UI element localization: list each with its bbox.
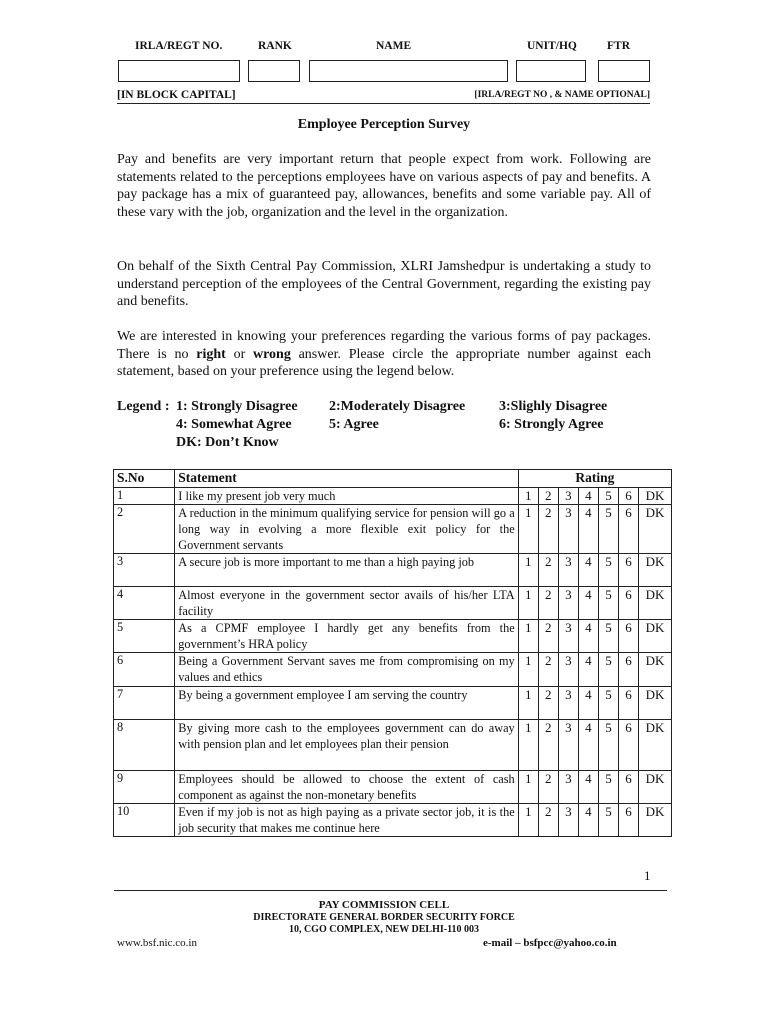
p3-text-a: We are interested in knowing your preferences regarding the various forms of pay packages. There is no (117, 329, 651, 362)
table-row (114, 554, 672, 587)
rating-option-1[interactable]: 1 (518, 687, 538, 720)
rating-option-4[interactable]: 4 (578, 505, 598, 554)
rating-option-5[interactable]: 5 (598, 804, 618, 837)
row-number: 2 (114, 505, 175, 554)
rating-option-5[interactable]: 5 (598, 587, 618, 620)
col-statement-header: Statement (175, 470, 518, 488)
rating-option-2[interactable]: 2 (538, 771, 558, 804)
rating-option-4[interactable]: 4 (578, 620, 598, 653)
row-number: 7 (114, 687, 175, 720)
rating-option-dk[interactable]: DK (639, 505, 672, 554)
rating-option-3[interactable]: 3 (558, 804, 578, 837)
rating-option-1[interactable]: 1 (518, 620, 538, 653)
rating-option-6[interactable]: 6 (619, 804, 639, 837)
table-row (114, 587, 672, 620)
rating-option-dk[interactable]: DK (639, 620, 672, 653)
rating-option-dk[interactable]: DK (639, 554, 672, 587)
row-statement: Employees should be allowed to choose the extent of cash component as against the non-monetary benefits (175, 771, 518, 804)
row-statement: By giving more cash to the employees government can do away with pension plan and let employees plan their pension (175, 720, 518, 771)
rating-option-dk[interactable]: DK (639, 587, 672, 620)
unit-hq-field[interactable] (516, 60, 586, 82)
irla-regt-no-field[interactable] (118, 60, 240, 82)
rating-option-1[interactable]: 1 (518, 554, 538, 587)
rating-option-2[interactable]: 2 (538, 488, 558, 505)
rating-option-3[interactable]: 3 (558, 488, 578, 505)
rating-option-6[interactable]: 6 (619, 720, 639, 771)
rating-option-dk[interactable]: DK (639, 771, 672, 804)
rating-option-1[interactable]: 1 (518, 720, 538, 771)
ftr-field[interactable] (598, 60, 650, 82)
rating-option-4[interactable]: 4 (578, 488, 598, 505)
row-number: 1 (114, 488, 175, 505)
rating-option-dk[interactable]: DK (639, 804, 672, 837)
name-field[interactable] (309, 60, 508, 82)
row-statement: A reduction in the minimum qualifying service for pension will go a long way in evolving a more flexible exit policy for the Government servants (175, 505, 518, 554)
table-row (114, 804, 672, 837)
rating-option-2[interactable]: 2 (538, 587, 558, 620)
legend-label: Legend : (117, 399, 170, 414)
rating-option-3[interactable]: 3 (558, 720, 578, 771)
label-unit-hq: UNIT/HQ (527, 40, 577, 52)
footer-cell-name: PAY COMMISSION CELL (318, 899, 450, 911)
row-number: 5 (114, 620, 175, 653)
table-row (114, 488, 672, 505)
rating-option-5[interactable]: 5 (598, 653, 618, 687)
header-labels (0, 40, 768, 56)
col-rating-header: Rating (518, 470, 671, 488)
rating-option-6[interactable]: 6 (619, 653, 639, 687)
header-divider (117, 103, 650, 104)
rating-option-1[interactable]: 1 (518, 771, 538, 804)
rating-option-2[interactable]: 2 (538, 554, 558, 587)
row-number: 8 (114, 720, 175, 771)
rating-option-3[interactable]: 3 (558, 587, 578, 620)
rating-option-4[interactable]: 4 (578, 687, 598, 720)
table-row (114, 720, 672, 771)
rating-option-dk[interactable]: DK (639, 720, 672, 771)
rating-option-1[interactable]: 1 (518, 653, 538, 687)
table-row (114, 653, 672, 687)
rating-option-4[interactable]: 4 (578, 587, 598, 620)
row-statement: As a CPMF employee I hardly get any benefits from the government’s HRA policy (175, 620, 518, 653)
legend-4: 4: Somewhat Agree (176, 417, 292, 432)
label-name: NAME (376, 40, 412, 52)
row-statement: Being a Government Servant saves me from compromising on my values and ethics (175, 653, 518, 687)
rating-option-5[interactable]: 5 (598, 505, 618, 554)
legend-1: 1: Strongly Disagree (176, 399, 298, 414)
rating-option-2[interactable]: 2 (538, 720, 558, 771)
rating-option-3[interactable]: 3 (558, 687, 578, 720)
rating-option-6[interactable]: 6 (619, 587, 639, 620)
row-number: 3 (114, 554, 175, 587)
rating-option-6[interactable]: 6 (619, 505, 639, 554)
block-capital-note: [IN BLOCK CAPITAL] (117, 89, 236, 101)
label-irla-regt-no: IRLA/REGT NO. (135, 40, 223, 52)
rating-option-6[interactable]: 6 (619, 488, 639, 505)
footer-website: www.bsf.nic.co.in (117, 937, 197, 949)
rating-option-5[interactable]: 5 (598, 554, 618, 587)
legend-3: 3:Slighly Disagree (499, 399, 608, 414)
row-number: 6 (114, 653, 175, 687)
rating-option-dk[interactable]: DK (639, 687, 672, 720)
rating-option-5[interactable]: 5 (598, 720, 618, 771)
rating-option-4[interactable]: 4 (578, 653, 598, 687)
footer-email: e-mail – bsfpcc@yahoo.co.in (483, 937, 617, 949)
row-number: 4 (114, 587, 175, 620)
survey-table (113, 469, 672, 837)
rating-option-4[interactable]: 4 (578, 804, 598, 837)
rating-option-4[interactable]: 4 (578, 720, 598, 771)
rating-option-2[interactable]: 2 (538, 687, 558, 720)
p3-right-word: right (196, 346, 226, 362)
rating-option-1[interactable]: 1 (518, 804, 538, 837)
rating-option-1[interactable]: 1 (518, 505, 538, 554)
table-header-row (114, 470, 672, 488)
rating-option-dk[interactable]: DK (639, 653, 672, 687)
rank-field[interactable] (248, 60, 300, 82)
row-statement: Almost everyone in the government sector avails of his/her LTA facility (175, 587, 518, 620)
rating-option-3[interactable]: 3 (558, 620, 578, 653)
rating-option-5[interactable]: 5 (598, 488, 618, 505)
col-sno-header: S.No (114, 470, 175, 488)
row-number: 9 (114, 771, 175, 804)
footer-address: 10, CGO COMPLEX, NEW DELHI-110 003 (288, 924, 480, 935)
table-row (114, 687, 672, 720)
rating-option-5[interactable]: 5 (598, 687, 618, 720)
rating-option-1[interactable]: 1 (518, 488, 538, 505)
legend-5: 5: Agree (329, 417, 379, 432)
footer-divider (114, 890, 667, 891)
p3-wrong-word: wrong (252, 346, 291, 362)
table-row (114, 505, 672, 554)
page-number: 1 (644, 868, 651, 883)
legend-2: 2:Moderately Disagree (329, 399, 466, 414)
footer-directorate: DIRECTORATE GENERAL BORDER SECURITY FORCE (253, 912, 515, 923)
intro-paragraph-2: On behalf of the Sixth Central Pay Commission, XLRI Jamshedpur is undertaking a study to understand perception of the employees of the Central Government, regarding the existing pay and benefits. (117, 259, 651, 310)
rating-option-3[interactable]: 3 (558, 771, 578, 804)
rating-option-dk[interactable]: DK (639, 488, 672, 505)
survey-table-body (114, 488, 672, 837)
table-row (114, 771, 672, 804)
rating-option-6[interactable]: 6 (619, 554, 639, 587)
row-statement: A secure job is more important to me than a high paying job (175, 554, 518, 587)
optional-note: [IRLA/REGT NO , & NAME OPTIONAL] (474, 90, 650, 100)
rating-option-2[interactable]: 2 (538, 620, 558, 653)
rating-option-5[interactable]: 5 (598, 771, 618, 804)
intro-paragraph-1: Pay and benefits are very important return that people expect from work. Following are statements related to the perceptions employees have on various aspects of pay and benefits. A pay package has a mix of guaranteed pay, allowances, benefits and some variable pay. All of these vary with the job, organization and the level in the organization. (117, 152, 651, 221)
rating-option-1[interactable]: 1 (518, 587, 538, 620)
p3-text-b: or (225, 346, 253, 362)
p3-text-c: answer. Please circle the appropriate number against each statement, based on your preference using the legend below. (117, 346, 651, 380)
row-number: 10 (114, 804, 175, 837)
rating-option-4[interactable]: 4 (578, 554, 598, 587)
rating-option-6[interactable]: 6 (619, 687, 639, 720)
row-statement: Even if my job is not as high paying as a private sector job, it is the job security that makes me continue here (175, 804, 518, 837)
survey-title: Employee Perception Survey (297, 117, 471, 132)
rating-option-2[interactable]: 2 (538, 505, 558, 554)
rating-option-5[interactable]: 5 (598, 620, 618, 653)
legend-6: 6: Strongly Agree (499, 417, 604, 432)
rating-option-2[interactable]: 2 (538, 804, 558, 837)
rating-option-3[interactable]: 3 (558, 505, 578, 554)
row-statement: By being a government employee I am serving the country (175, 687, 518, 720)
label-rank: RANK (258, 40, 292, 52)
table-row (114, 620, 672, 653)
label-ftr: FTR (607, 40, 630, 52)
rating-option-3[interactable]: 3 (558, 653, 578, 687)
rating-option-4[interactable]: 4 (578, 771, 598, 804)
rating-option-6[interactable]: 6 (619, 771, 639, 804)
rating-option-6[interactable]: 6 (619, 620, 639, 653)
intro-paragraph-3 (117, 328, 651, 381)
legend-dk: DK: Don’t Know (176, 435, 279, 450)
rating-option-2[interactable]: 2 (538, 653, 558, 687)
rating-option-3[interactable]: 3 (558, 554, 578, 587)
row-statement: I like my present job very much (175, 488, 518, 505)
